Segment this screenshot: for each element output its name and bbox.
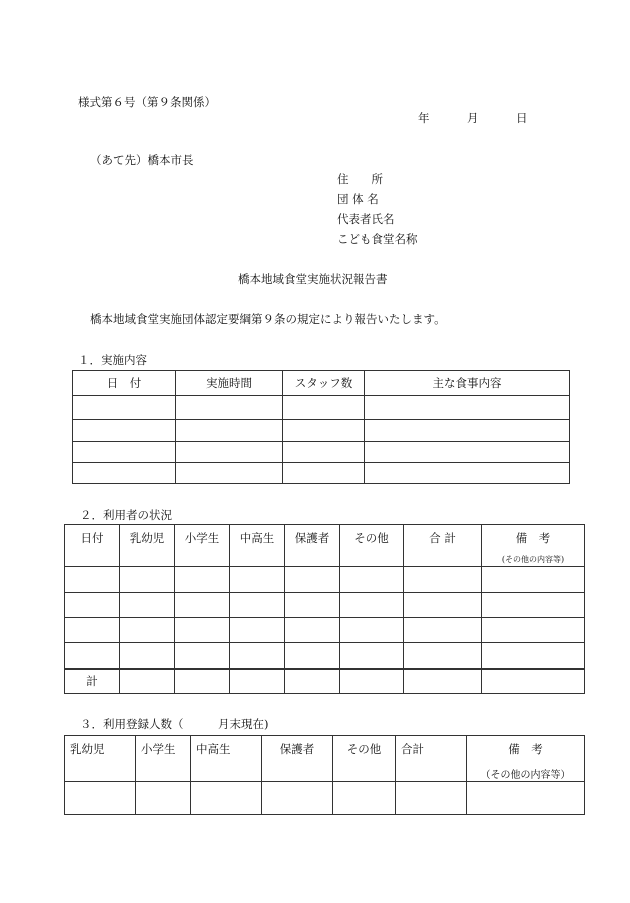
column-header-remarks xyxy=(467,736,585,782)
cell[interactable] xyxy=(65,618,120,643)
table-header-row xyxy=(65,525,585,567)
cell[interactable] xyxy=(65,593,120,618)
cell[interactable] xyxy=(176,420,283,442)
cell[interactable] xyxy=(73,442,176,463)
cell[interactable] xyxy=(285,643,340,669)
cell[interactable] xyxy=(404,643,482,669)
cell[interactable] xyxy=(283,396,365,420)
sender-representative-label: 代表者氏名 xyxy=(337,212,395,226)
cell[interactable] xyxy=(365,463,570,484)
cell[interactable] xyxy=(340,669,404,694)
cell[interactable] xyxy=(176,463,283,484)
cell[interactable] xyxy=(73,396,176,420)
column-header-secondary: 中高生 xyxy=(230,525,285,567)
cell[interactable] xyxy=(340,618,404,643)
table-row xyxy=(65,593,585,618)
table-row xyxy=(65,567,585,593)
remarks-sublabel: (その他の内容等) xyxy=(501,555,565,564)
document-title: 橋本地域食堂実施状況報告書 xyxy=(238,272,388,286)
cell[interactable] xyxy=(175,593,230,618)
cell[interactable] xyxy=(396,782,467,815)
table-row xyxy=(73,396,570,420)
date-month-label: 月 xyxy=(467,111,479,125)
cell[interactable] xyxy=(230,593,285,618)
table-row xyxy=(65,643,585,669)
column-header-guardian: 保護者 xyxy=(285,525,340,567)
cell[interactable] xyxy=(365,442,570,463)
cell[interactable] xyxy=(340,567,404,593)
cell[interactable] xyxy=(120,669,175,694)
cell[interactable] xyxy=(340,643,404,669)
cell[interactable] xyxy=(482,618,585,643)
cell[interactable] xyxy=(65,567,120,593)
cell[interactable] xyxy=(283,420,365,442)
remarks-label: 備 考 xyxy=(515,531,551,545)
cell[interactable] xyxy=(467,782,585,815)
cell[interactable] xyxy=(65,643,120,669)
column-header-other: その他 xyxy=(333,736,396,782)
sender-group-name-label: 団 体 名 xyxy=(337,192,379,206)
column-header-other: その他 xyxy=(340,525,404,567)
cell[interactable] xyxy=(176,396,283,420)
cell[interactable] xyxy=(404,669,482,694)
cell[interactable] xyxy=(365,420,570,442)
column-header-guardian: 保護者 xyxy=(262,736,333,782)
cell[interactable] xyxy=(482,567,585,593)
addressee: （あて先）橋本市長 xyxy=(90,153,194,167)
section2-heading: ２．利用者の状況 xyxy=(80,508,172,522)
cell[interactable] xyxy=(120,593,175,618)
intro-text: 橋本地域食堂実施団体認定要綱第９条の規定により報告いたします。 xyxy=(90,312,446,326)
cell[interactable] xyxy=(285,593,340,618)
column-header-remarks xyxy=(482,525,585,567)
column-header-time: 実施時間 xyxy=(176,371,283,396)
cell[interactable] xyxy=(175,669,230,694)
table-row xyxy=(73,420,570,442)
cell[interactable] xyxy=(73,420,176,442)
cell[interactable] xyxy=(285,567,340,593)
column-header-infant: 乳幼児 xyxy=(65,736,136,782)
column-header-elementary: 小学生 xyxy=(175,525,230,567)
cell[interactable] xyxy=(482,643,585,669)
cell[interactable] xyxy=(191,782,262,815)
column-header-infant: 乳幼児 xyxy=(120,525,175,567)
remarks-label: 備 考 xyxy=(508,742,543,756)
cell[interactable] xyxy=(120,618,175,643)
column-header-date: 日付 xyxy=(65,525,120,567)
registration-table xyxy=(64,735,585,815)
total-label: 計 xyxy=(65,669,120,694)
section1-heading: １．実施内容 xyxy=(78,353,147,367)
column-header-meal: 主な食事内容 xyxy=(365,371,570,396)
cell[interactable] xyxy=(285,669,340,694)
cell[interactable] xyxy=(283,442,365,463)
cell[interactable] xyxy=(136,782,191,815)
cell[interactable] xyxy=(65,782,136,815)
cell[interactable] xyxy=(230,669,285,694)
cell[interactable] xyxy=(175,643,230,669)
cell[interactable] xyxy=(404,618,482,643)
sender-cafeteria-name-label: こども食堂名称 xyxy=(337,232,418,246)
date-year-label: 年 xyxy=(418,111,430,125)
cell[interactable] xyxy=(365,396,570,420)
column-header-staff: スタッフ数 xyxy=(283,371,365,396)
cell[interactable] xyxy=(285,618,340,643)
column-header-total: 合計 xyxy=(396,736,467,782)
cell[interactable] xyxy=(230,567,285,593)
table-header-row xyxy=(65,736,585,782)
cell[interactable] xyxy=(175,618,230,643)
table-header-row xyxy=(73,371,570,396)
remarks-sublabel: （その他の内容等） xyxy=(480,770,571,781)
cell[interactable] xyxy=(120,643,175,669)
total-row xyxy=(65,669,585,694)
cell[interactable] xyxy=(262,782,333,815)
column-header-date: 日 付 xyxy=(73,371,176,396)
form-label: 様式第６号（第９条関係） xyxy=(78,95,216,109)
users-table xyxy=(64,524,585,694)
cell[interactable] xyxy=(73,463,176,484)
section3-heading: ３．利用登録人数（ 月末現在) xyxy=(80,717,269,731)
cell[interactable] xyxy=(333,782,396,815)
table-row xyxy=(73,463,570,484)
cell[interactable] xyxy=(404,567,482,593)
cell[interactable] xyxy=(404,593,482,618)
cell[interactable] xyxy=(482,669,585,694)
column-header-total: 合 計 xyxy=(404,525,482,567)
table-row xyxy=(73,442,570,463)
implementation-table xyxy=(72,370,570,484)
table-row xyxy=(65,782,585,815)
cell[interactable] xyxy=(120,567,175,593)
cell[interactable] xyxy=(283,463,365,484)
column-header-secondary: 中高生 xyxy=(191,736,262,782)
column-header-elementary: 小学生 xyxy=(136,736,191,782)
date-day-label: 日 xyxy=(516,111,528,125)
cell[interactable] xyxy=(176,442,283,463)
table-row xyxy=(65,618,585,643)
cell[interactable] xyxy=(482,593,585,618)
cell[interactable] xyxy=(340,593,404,618)
cell[interactable] xyxy=(175,567,230,593)
cell[interactable] xyxy=(230,643,285,669)
sender-address-label: 住 所 xyxy=(337,172,383,186)
cell[interactable] xyxy=(230,618,285,643)
